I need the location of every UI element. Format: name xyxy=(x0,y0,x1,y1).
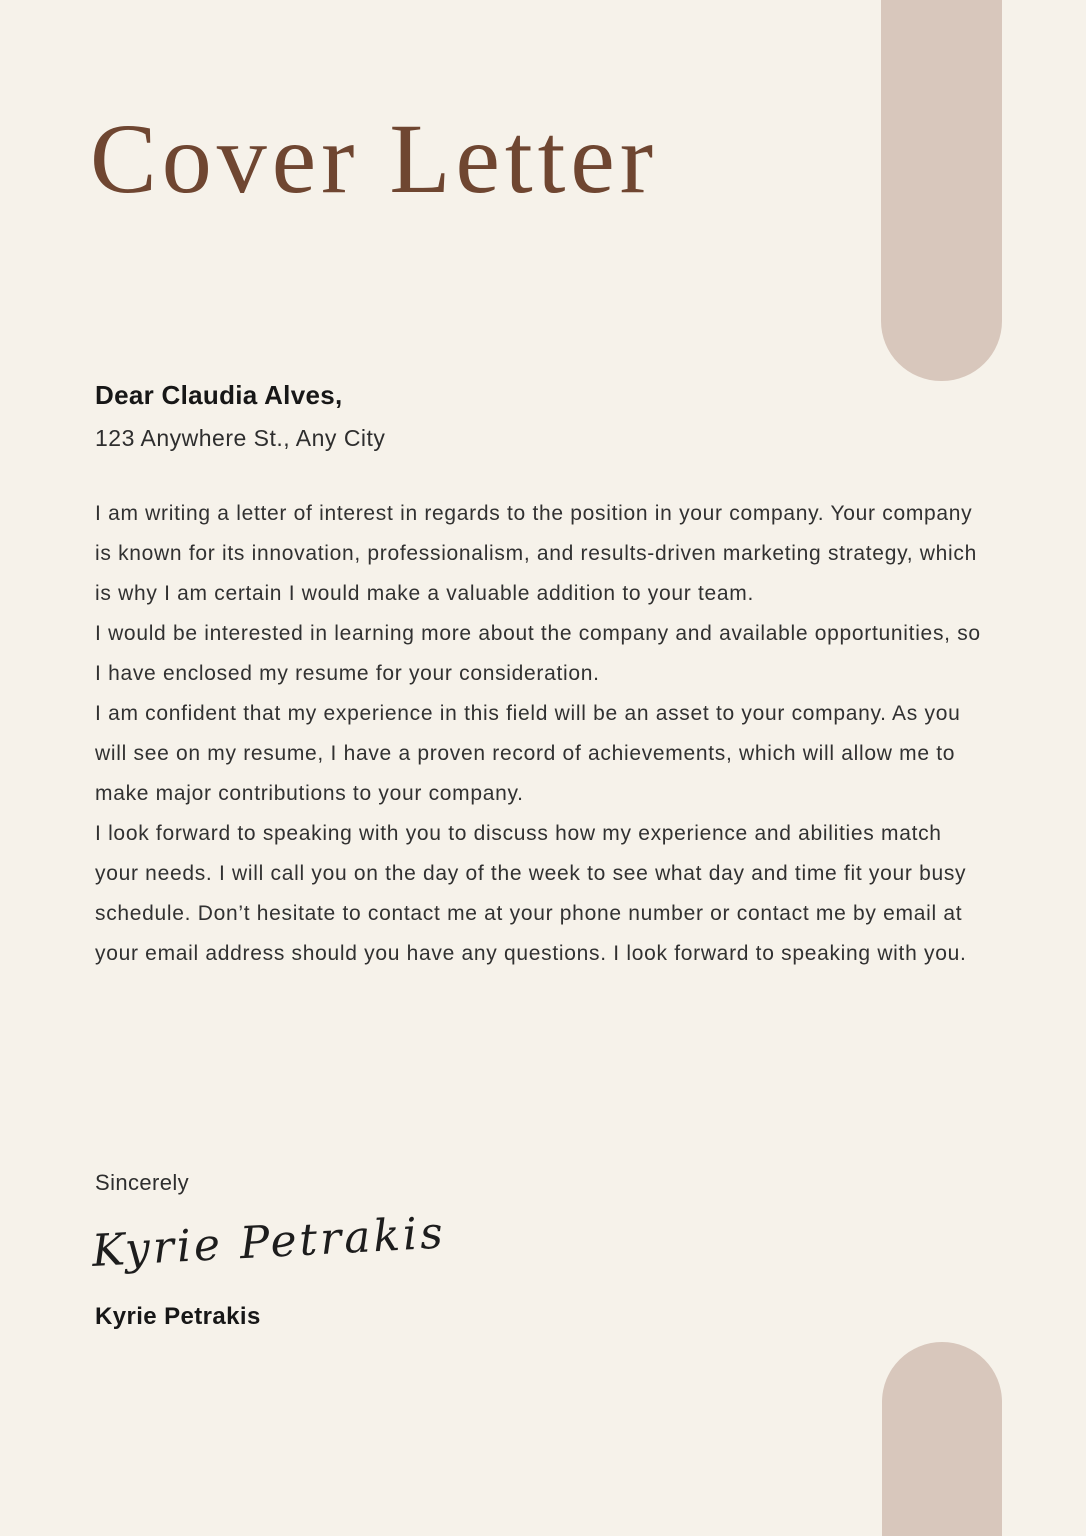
body-paragraph-2: I would be interested in learning more about the company and available opportunities, so I have enclosed my resume for your consideration. xyxy=(95,622,981,685)
body-paragraph-4: I look forward to speaking with you to discuss how my experience and abilities match your needs. I will call you on the day of the week to see what day and time fit your busy schedule. Don’t hesitate to contact me at your phone number or contact me by email at your email address should you have any questions. I look forward to speaking with you. xyxy=(95,822,967,965)
signer-name: Kyrie Petrakis xyxy=(95,1303,261,1330)
body-paragraph-3: I am confident that my experience in this field will be an asset to your company. As you will see on my resume, I have a proven record of achievements, which will allow me to make major contributions to your company. xyxy=(95,702,961,805)
top-right-pill-shape xyxy=(881,0,1002,381)
letter-body xyxy=(95,494,983,974)
body-paragraph-1: I am writing a letter of interest in regards to the position in your company. Your company is known for its innovation, professionalism, and results-driven marketing strategy, which is why I am certain I would make a valuable addition to your team. xyxy=(95,502,977,605)
page-title: Cover Letter xyxy=(90,103,659,214)
recipient-address: 123 Anywhere St., Any City xyxy=(95,425,386,451)
recipient-greeting: Dear Claudia Alves, xyxy=(95,380,343,410)
signature-script: Kyrie Petrakis xyxy=(90,1207,447,1277)
closing-salutation: Sincerely xyxy=(95,1170,190,1195)
bottom-right-arch-shape xyxy=(882,1342,1002,1536)
